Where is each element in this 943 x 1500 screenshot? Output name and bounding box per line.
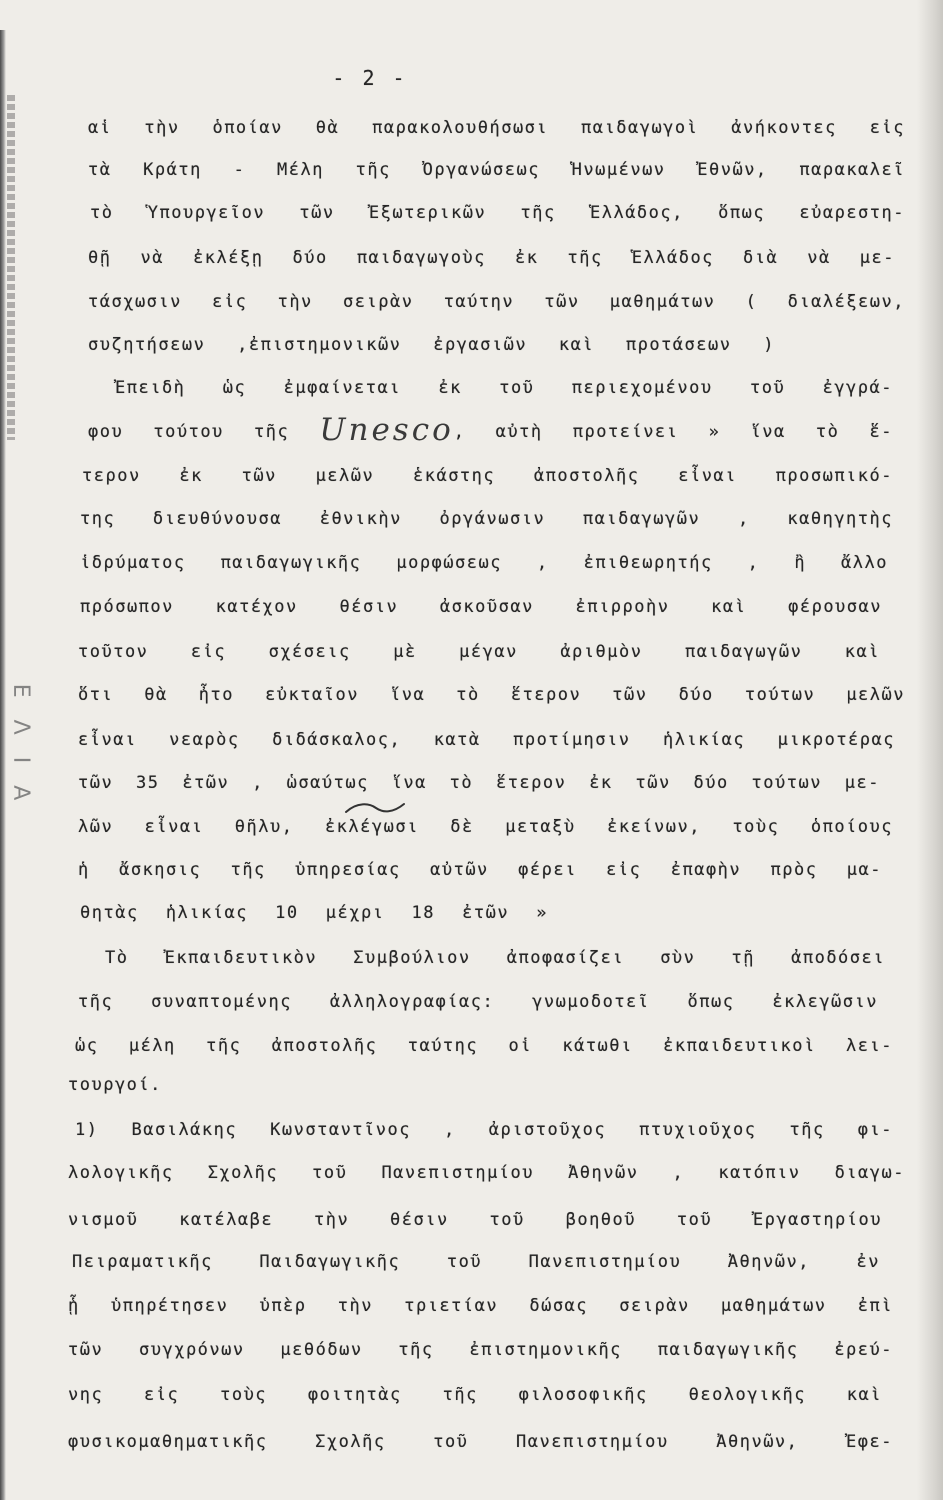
text-line: τὸ Ὑπουργεῖον τῶν Ἐξωτερικῶν τῆς Ἑλλάδος, ὅπως εὐαρεστη-	[90, 203, 905, 223]
text-line: θητὰς ἡλικίας 10 μέχρι 18 ἐτῶν »	[80, 903, 548, 923]
text-line: φυσικομαθηματικῆς Σχολῆς τοῦ Πανεπιστημίου Ἀθηνῶν, Ἐφε-	[68, 1432, 893, 1452]
text-line: ὅτι θὰ ἦτο εὐκταῖον ἵνα τὸ ἕτερον τῶν δύο τούτων μελῶν	[78, 685, 905, 705]
text-line: Ἐπειδὴ ὡς ἐμφαίνεται ἐκ τοῦ περιεχομένου τοῦ ἐγγρά-	[115, 378, 893, 398]
text-line: τάσχωσιν εἰς τὴν σειρὰν ταύτην τῶν μαθημάτων ( διαλέξεων,	[88, 292, 905, 312]
scan-edge-left	[0, 30, 6, 1500]
text-line: τῆς συναπτομένης ἀλληλογραφίας: γνωμοδοτεῖ ὅπως ἐκλεγῶσιν	[78, 992, 878, 1012]
text-line: θῇ νὰ ἐκλέξῃ δύο παιδαγωγοὺς ἐκ τῆς Ἑλλάδος διὰ νὰ με-	[88, 248, 895, 268]
text-segment: φου τούτου τῆς	[88, 422, 290, 442]
text-line: πρόσωπον κατέχον θέσιν ἀσκοῦσαν ἐπιρροὴν καὶ φέρουσαν	[80, 597, 882, 617]
text-line: τὰ Κράτη - Μέλη τῆς Ὀργανώσεως Ἡνωμένων Ἐθνῶν, παρακαλεῖ	[88, 160, 905, 180]
scan-edge-right	[917, 0, 943, 1500]
text-line: ᾗ ὑπηρέτησεν ὑπὲρ τὴν τριετίαν δώσας σειρὰν μαθημάτων ἐπὶ	[68, 1296, 893, 1316]
text-line: τοῦτον εἰς σχέσεις μὲ μέγαν ἀριθμὸν παιδαγωγῶν καὶ	[78, 642, 880, 662]
text-line: 1) Βασιλάκης Κωνσταντῖνος , ἀριστοῦχος πτυχιοῦχος τῆς φι-	[75, 1120, 893, 1140]
text-line: ἱδρύματος παιδαγωγικῆς μορφώσεως , ἐπιθεωρητής , ἢ ἄλλο	[80, 553, 888, 573]
text-line: αἱ τὴν ὁποίαν θὰ παρακολουθήσωσι παιδαγωγοὶ ἀνήκοντες εἰς	[88, 118, 905, 138]
text-line: Τὸ Ἐκπαιδευτικὸν Συμβούλιον ἀποφασίζει σὺν τῇ ἀποδόσει	[105, 948, 885, 968]
text-line: τερον ἐκ τῶν μελῶν ἑκάστης ἀποστολῆς εἶναι προσωπικό-	[82, 466, 893, 486]
text-line: συζητήσεων ,ἐπιστημονικῶν ἐργασιῶν καὶ προτάσεων )	[88, 335, 775, 355]
text-line	[88, 412, 893, 452]
page-number: - 2 -	[332, 66, 408, 90]
text-line: τῶν 35 ἐτῶν , ὡσαύτως ἵνα τὸ ἕτερον ἐκ τῶν δύο τούτων με-	[78, 773, 880, 793]
text-line: λῶν εἶναι θῆλυ, ἐκλέγωσι δὲ μεταξὺ ἐκείνων, τοὺς ὁποίους	[78, 817, 893, 837]
archive-stamp-strip	[7, 95, 15, 440]
text-line: Πειραματικῆς Παιδαγωγικῆς τοῦ Πανεπιστημίου Ἀθηνῶν, ἐν	[72, 1252, 880, 1272]
text-line: νισμοῦ κατέλαβε τὴν θέσιν τοῦ βοηθοῦ τοῦ Ἐργαστηρίου	[68, 1210, 882, 1230]
text-line: εἶναι νεαρὸς διδάσκαλος, κατὰ προτίμησιν ἡλικίας μικροτέρας	[78, 730, 895, 750]
text-line: τουργοί.	[68, 1075, 162, 1095]
text-line: της διευθύνουσα ἐθνικὴν ὀργάνωσιν παιδαγωγῶν , καθηγητὴς	[80, 509, 893, 529]
text-line: ὡς μέλη τῆς ἀποστολῆς ταύτης οἱ κάτωθι ἐκπαιδευτικοὶ λει-	[75, 1036, 893, 1056]
text-line: ἡ ἄσκησις τῆς ὑπηρεσίας αὐτῶν φέρει εἰς ἐπαφὴν πρὸς μα-	[78, 860, 882, 880]
text-line: νης εἰς τοὺς φοιτητὰς τῆς φιλοσοφικῆς θεολογικῆς καὶ	[68, 1385, 882, 1405]
handwritten-unesco: Unesco	[319, 412, 454, 448]
text-line: λολογικῆς Σχολῆς τοῦ Πανεπιστημίου Ἀθηνῶν , κατόπιν διαγω-	[68, 1163, 905, 1183]
handwritten-tilde-mark	[343, 800, 407, 816]
text-line: τῶν συγχρόνων μεθόδων τῆς ἐπιστημονικῆς παιδαγωγικῆς ἐρεύ-	[68, 1340, 893, 1360]
archive-stamp-letters: ΕΛΙΑ	[8, 683, 33, 823]
text-segment: , αὐτὴ προτείνει » ἵνα τὸ ἕ-	[453, 422, 893, 442]
